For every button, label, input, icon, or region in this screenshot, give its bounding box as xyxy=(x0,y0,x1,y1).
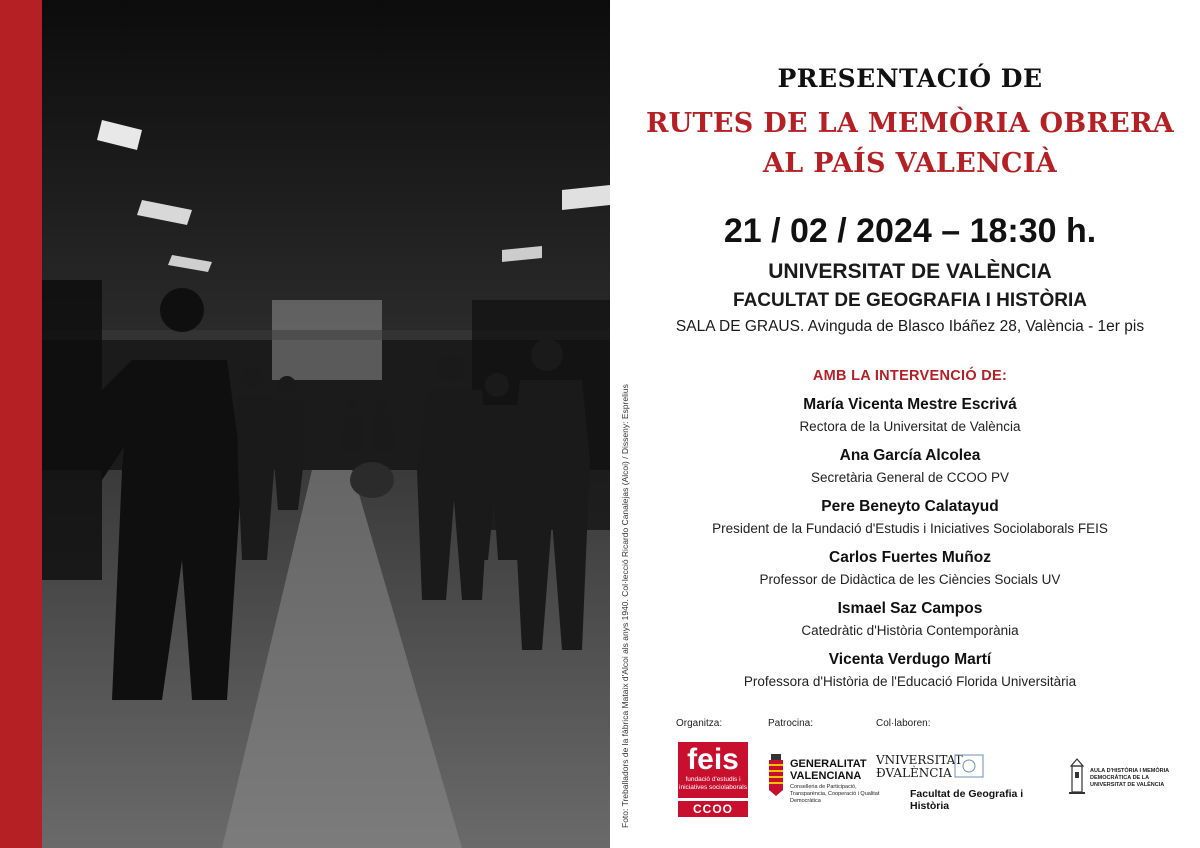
speaker-role: Rectora de la Universitat de València xyxy=(799,419,1021,434)
speaker-role: Professor de Didàctica de les Ciències Socials UV xyxy=(759,572,1061,587)
speaker-role: President de la Fundació d'Estudis i Iniciatives Sociolaborals FEIS xyxy=(712,521,1108,536)
uv-logo-line2: ÐVALÈNCIA xyxy=(876,766,952,780)
speaker-item xyxy=(632,600,1188,638)
ccoo-logo: CCOO xyxy=(678,801,748,817)
title-line-1: PRESENTACIÓ DE xyxy=(777,64,1043,93)
generalitat-logo xyxy=(766,748,886,814)
event-university: UNIVERSITAT DE VALÈNCIA xyxy=(768,260,1052,283)
event-venue: SALA DE GRAUS. Avinguda de Blasco Ibáñez 28, València - 1er pis xyxy=(675,318,1145,335)
speaker-role: Catedràtic d'Història Contemporània xyxy=(801,623,1019,638)
generalitat-name-line1: GENERALITAT xyxy=(790,758,867,770)
speaker-name: Pere Beneyto Calatayud xyxy=(821,498,999,515)
speaker-name: María Vicenta Mestre Escrivá xyxy=(803,396,1017,413)
red-side-bar xyxy=(0,0,42,848)
aula-logo-text: AULA D'HISTÒRIA I MEMÒRIA DEMOCRÀTICA DE LA UNIVERSITAT DE VALÈNCIA xyxy=(1090,768,1169,788)
feis-logo xyxy=(678,742,748,817)
generalitat-name-line2: VALENCIANA xyxy=(790,770,862,782)
speakers-heading: AMB LA INTERVENCIÓ DE: xyxy=(812,368,1008,384)
title-line-2: RUTES DE LA MEMÒRIA OBRERA xyxy=(645,108,1175,139)
generalitat-subtitle: Conselleria de Participació, Transparència, Cooperació i Qualitat Democràtica xyxy=(790,784,880,804)
collaboren-label: Col·laboren: xyxy=(876,718,931,729)
universitat-valencia-logo xyxy=(876,754,1056,812)
speaker-name: Carlos Fuertes Muñoz xyxy=(829,549,991,566)
uv-logo-faculty: Facultat de Geografia i Història xyxy=(910,788,1024,812)
organitza-label: Organitza: xyxy=(676,718,723,729)
speaker-item xyxy=(632,396,1188,434)
speaker-item xyxy=(632,549,1188,587)
event-datetime: 21 / 02 / 2024 – 18:30 h. xyxy=(723,212,1097,250)
feis-logo-subtitle: fundació d'estudis i iniciatives sociolaborals xyxy=(679,776,747,791)
speaker-item xyxy=(632,651,1188,689)
speaker-role: Secretària General de CCOO PV xyxy=(810,470,1010,485)
uv-seal-icon xyxy=(954,754,984,778)
uv-logo-line1: VNIVERSITAT xyxy=(876,753,963,767)
speaker-name: Ismael Saz Campos xyxy=(837,600,983,617)
factory-workers-photo xyxy=(42,0,610,848)
speaker-name: Vicenta Verdugo Martí xyxy=(828,651,992,668)
speaker-item xyxy=(632,498,1188,536)
speaker-name: Ana García Alcolea xyxy=(839,447,981,464)
patrocina-label: Patrocina: xyxy=(768,718,814,729)
event-faculty: FACULTAT DE GEOGRAFIA I HISTÒRIA xyxy=(733,290,1087,311)
feis-logo-name: feis xyxy=(687,743,739,776)
speaker-role: Professora d'Història de l'Educació Florida Universitària xyxy=(743,674,1077,689)
tower-icon xyxy=(1068,758,1086,794)
speaker-item xyxy=(632,447,1188,485)
title-line-3: AL PAÍS VALENCIÀ xyxy=(762,148,1058,179)
generalitat-emblem-icon xyxy=(766,754,786,798)
sponsor-logos xyxy=(632,740,1188,820)
